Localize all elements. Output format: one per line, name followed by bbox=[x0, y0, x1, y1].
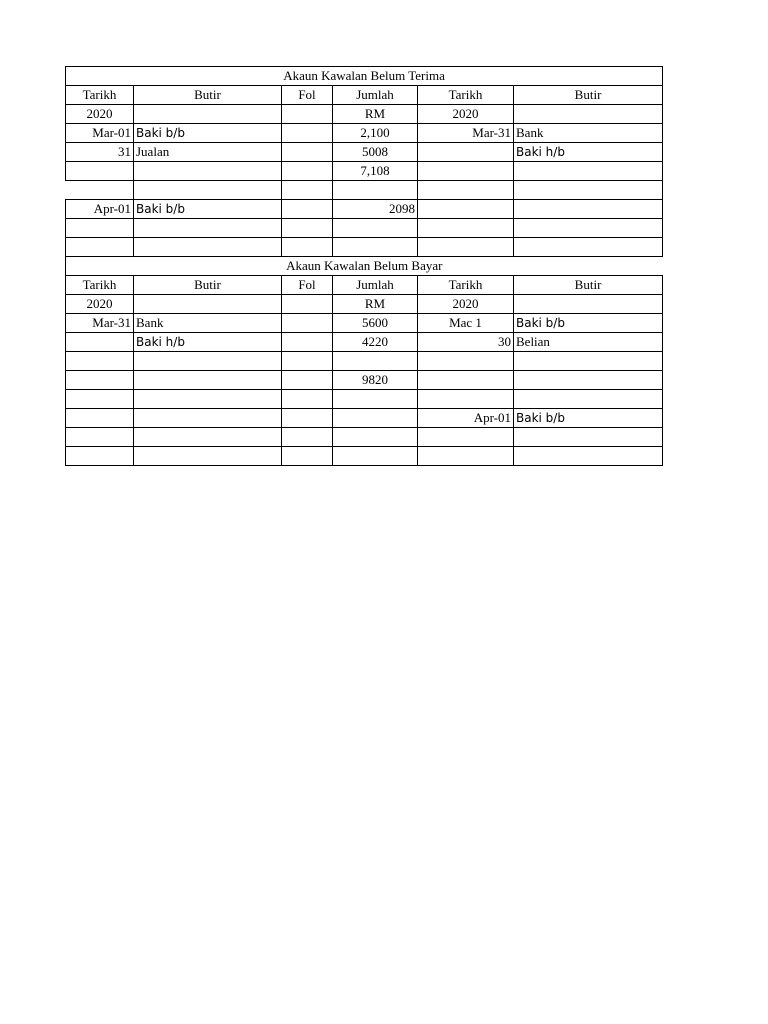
payable-carry-row bbox=[66, 409, 663, 428]
cell-empty bbox=[418, 181, 514, 200]
cell-empty bbox=[66, 238, 134, 257]
cell-empty bbox=[418, 352, 514, 371]
entry-amount: 5600 bbox=[333, 314, 418, 333]
cell-empty bbox=[333, 181, 418, 200]
empty-row bbox=[66, 352, 663, 371]
currency-label: RM bbox=[333, 295, 418, 314]
entry-desc-right: Bank bbox=[514, 124, 663, 143]
cell-empty bbox=[418, 428, 514, 447]
entry-desc-right: Baki h/b bbox=[514, 143, 663, 162]
cell-empty bbox=[418, 390, 514, 409]
entry-desc: Jualan bbox=[134, 143, 282, 162]
cell-empty bbox=[514, 105, 663, 124]
total-amount: 7,108 bbox=[333, 162, 418, 181]
cell-empty bbox=[514, 352, 663, 371]
cell-empty bbox=[282, 162, 333, 181]
cell-empty bbox=[514, 162, 663, 181]
currency-label: RM bbox=[333, 105, 418, 124]
payable-total-row bbox=[66, 371, 663, 390]
payable-row-2 bbox=[66, 333, 663, 352]
cell-empty bbox=[333, 352, 418, 371]
header-folio: Fol bbox=[282, 86, 333, 105]
empty-row bbox=[66, 390, 663, 409]
entry-amount: 2,100 bbox=[333, 124, 418, 143]
cell-empty bbox=[282, 295, 333, 314]
cell-empty bbox=[134, 181, 282, 200]
empty-row bbox=[66, 219, 663, 238]
entry-folio bbox=[282, 143, 333, 162]
payable-header-row bbox=[66, 276, 663, 295]
payable-title-row bbox=[66, 257, 663, 276]
spacer-row bbox=[66, 181, 663, 200]
cell-empty bbox=[514, 428, 663, 447]
cell-empty bbox=[282, 447, 333, 466]
cell-empty bbox=[134, 238, 282, 257]
cell-empty bbox=[134, 371, 282, 390]
carry-desc: Baki b/b bbox=[134, 200, 282, 219]
cell-empty bbox=[514, 371, 663, 390]
cell-empty bbox=[282, 219, 333, 238]
entry-date: Mar-31 bbox=[66, 314, 134, 333]
cell-empty bbox=[66, 447, 134, 466]
entry-desc-right: Baki b/b bbox=[514, 314, 663, 333]
cell-empty bbox=[66, 219, 134, 238]
cell-empty bbox=[333, 409, 418, 428]
cell-empty bbox=[66, 371, 134, 390]
entry-date: 31 bbox=[66, 143, 134, 162]
ledger-sheet bbox=[65, 66, 662, 466]
receivable-row-1 bbox=[66, 124, 663, 143]
cell-empty bbox=[66, 390, 134, 409]
cell-empty bbox=[418, 200, 514, 219]
carry-date-right: Apr-01 bbox=[418, 409, 514, 428]
receivable-header-row bbox=[66, 86, 663, 105]
payable-year-row bbox=[66, 295, 663, 314]
cell-empty bbox=[282, 390, 333, 409]
receivable-row-2 bbox=[66, 143, 663, 162]
header-amount: Jumlah bbox=[333, 276, 418, 295]
cell-empty bbox=[282, 105, 333, 124]
year-right: 2020 bbox=[418, 105, 514, 124]
entry-folio bbox=[282, 333, 333, 352]
entry-desc: Baki h/b bbox=[134, 333, 282, 352]
cell-empty bbox=[333, 390, 418, 409]
cell-empty bbox=[134, 105, 282, 124]
entry-desc: Bank bbox=[134, 314, 282, 333]
cell-empty bbox=[333, 447, 418, 466]
cell-empty bbox=[134, 162, 282, 181]
carry-date: Apr-01 bbox=[66, 200, 134, 219]
cell-empty bbox=[418, 238, 514, 257]
receivable-year-row bbox=[66, 105, 663, 124]
cell-empty bbox=[333, 238, 418, 257]
header-date-left: Tarikh bbox=[66, 276, 134, 295]
header-amount: Jumlah bbox=[333, 86, 418, 105]
entry-amount: 4220 bbox=[333, 333, 418, 352]
cell-empty bbox=[333, 428, 418, 447]
payable-row-1 bbox=[66, 314, 663, 333]
cell-empty bbox=[514, 295, 663, 314]
cell-empty bbox=[418, 219, 514, 238]
cell-empty bbox=[282, 181, 333, 200]
cell-empty bbox=[333, 219, 418, 238]
receivable-title: Akaun Kawalan Belum Terima bbox=[66, 67, 663, 86]
header-date-left: Tarikh bbox=[66, 86, 134, 105]
total-amount: 9820 bbox=[333, 371, 418, 390]
cell-empty bbox=[282, 352, 333, 371]
cell-empty bbox=[134, 219, 282, 238]
cell-empty bbox=[282, 200, 333, 219]
entry-date bbox=[66, 333, 134, 352]
cell-empty bbox=[66, 162, 134, 181]
year-left: 2020 bbox=[66, 105, 134, 124]
carry-desc-right: Baki b/b bbox=[514, 409, 663, 428]
cell-empty bbox=[134, 352, 282, 371]
header-desc-right: Butir bbox=[514, 86, 663, 105]
cell-empty bbox=[282, 409, 333, 428]
cell-empty bbox=[514, 447, 663, 466]
cell-empty bbox=[134, 447, 282, 466]
entry-date-right bbox=[418, 143, 514, 162]
receivable-total-row bbox=[66, 162, 663, 181]
entry-desc-right: Belian bbox=[514, 333, 663, 352]
entry-amount: 5008 bbox=[333, 143, 418, 162]
empty-row bbox=[66, 428, 663, 447]
entry-date-right: Mac 1 bbox=[418, 314, 514, 333]
cell-empty bbox=[66, 181, 134, 200]
receivable-title-row bbox=[66, 67, 663, 86]
cell-empty bbox=[418, 371, 514, 390]
carry-amount: 2098 bbox=[333, 200, 418, 219]
entry-date-right: 30 bbox=[418, 333, 514, 352]
payable-title: Akaun Kawalan Belum Bayar bbox=[66, 257, 663, 276]
header-date-right: Tarikh bbox=[418, 86, 514, 105]
cell-empty bbox=[134, 295, 282, 314]
header-folio: Fol bbox=[282, 276, 333, 295]
header-date-right: Tarikh bbox=[418, 276, 514, 295]
cell-empty bbox=[514, 181, 663, 200]
entry-date: Mar-01 bbox=[66, 124, 134, 143]
cell-empty bbox=[282, 238, 333, 257]
cell-empty bbox=[514, 200, 663, 219]
cell-empty bbox=[514, 219, 663, 238]
cell-empty bbox=[134, 409, 282, 428]
cell-empty bbox=[418, 447, 514, 466]
cell-empty bbox=[418, 162, 514, 181]
year-right: 2020 bbox=[418, 295, 514, 314]
cell-empty bbox=[66, 428, 134, 447]
empty-row bbox=[66, 447, 663, 466]
header-desc-left: Butir bbox=[134, 86, 282, 105]
entry-date-right: Mar-31 bbox=[418, 124, 514, 143]
cell-empty bbox=[134, 390, 282, 409]
header-desc-right: Butir bbox=[514, 276, 663, 295]
header-desc-left: Butir bbox=[134, 276, 282, 295]
cell-empty bbox=[66, 409, 134, 428]
entry-folio bbox=[282, 124, 333, 143]
cell-empty bbox=[514, 238, 663, 257]
cell-empty bbox=[282, 428, 333, 447]
empty-row bbox=[66, 238, 663, 257]
cell-empty bbox=[134, 428, 282, 447]
cell-empty bbox=[66, 352, 134, 371]
year-left: 2020 bbox=[66, 295, 134, 314]
entry-desc: Baki b/b bbox=[134, 124, 282, 143]
receivable-carry-row bbox=[66, 200, 663, 219]
cell-empty bbox=[282, 371, 333, 390]
ledger-table bbox=[65, 66, 663, 466]
cell-empty bbox=[514, 390, 663, 409]
entry-folio bbox=[282, 314, 333, 333]
